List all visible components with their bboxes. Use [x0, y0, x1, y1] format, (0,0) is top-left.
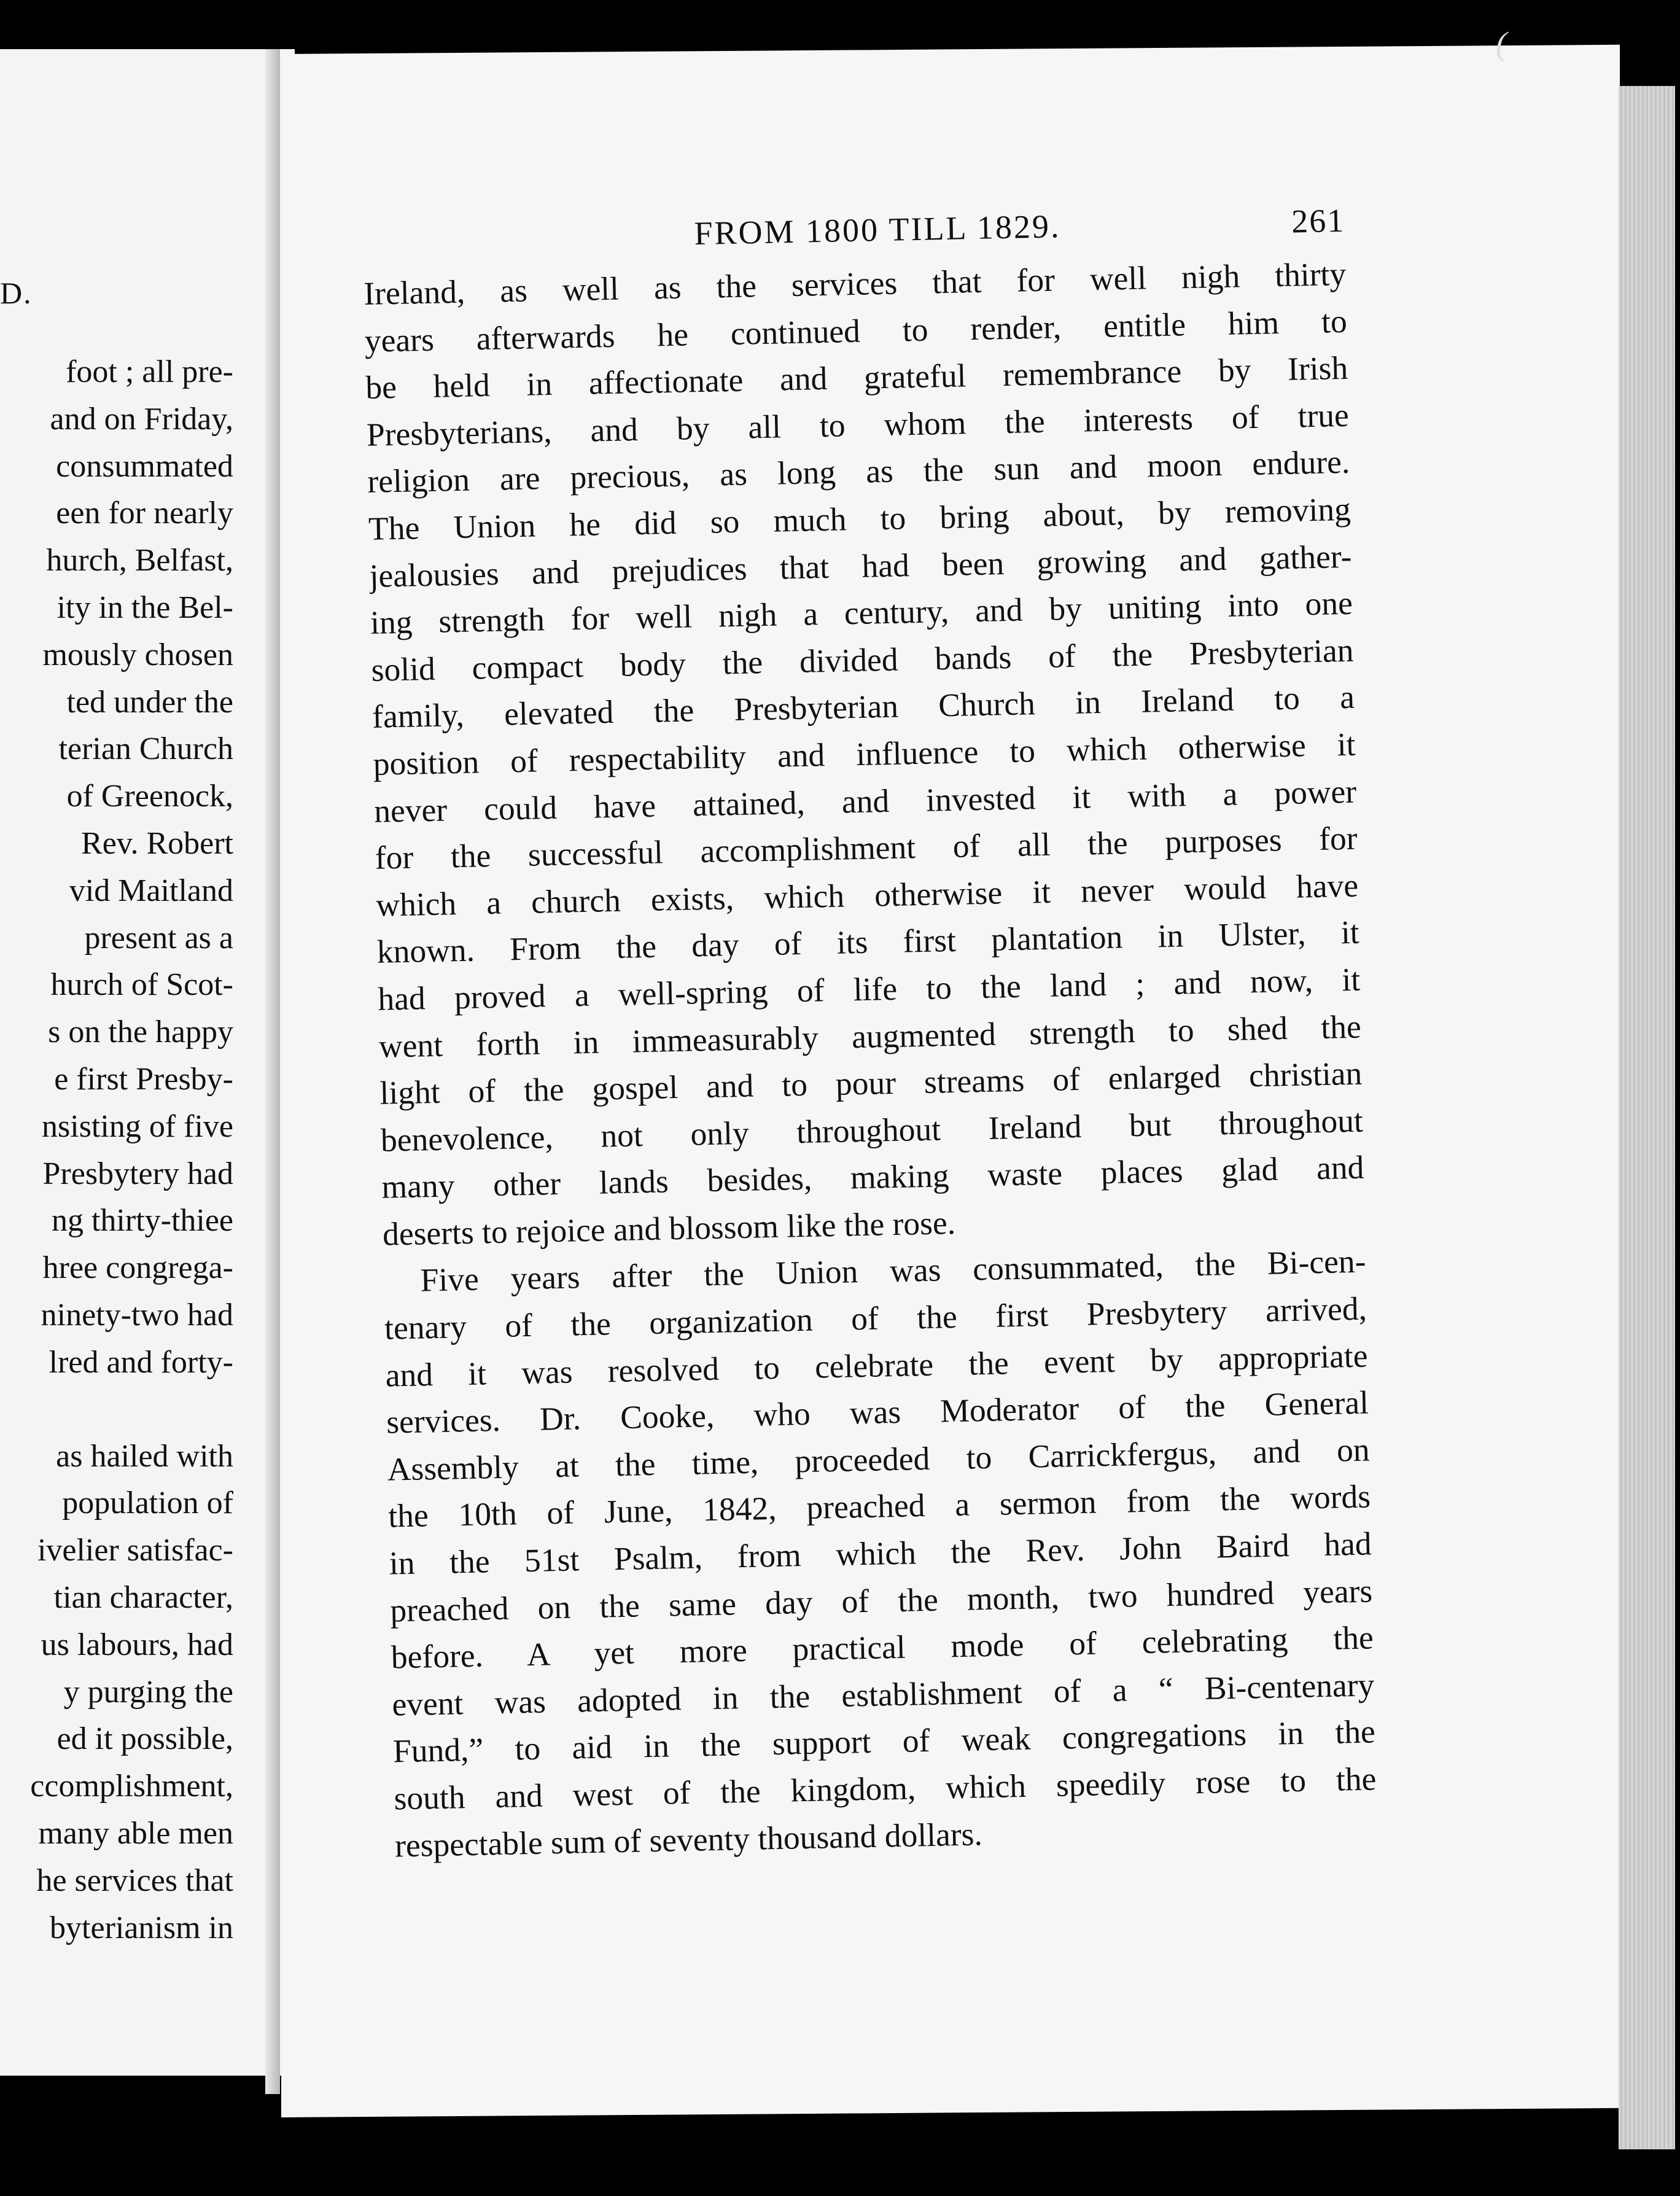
text-line: the 10th of June, 1842, preached a sermon from the words: [387, 1478, 1371, 1535]
left-text-line: hurch of Scot-: [50, 967, 233, 1003]
left-text-line: he services that: [36, 1863, 233, 1898]
left-text-line: tian character,: [53, 1579, 233, 1615]
left-running-head-fragment: D.: [0, 276, 33, 310]
left-text-line: terian Church: [58, 731, 233, 767]
paragraph-1: [364, 251, 1366, 1258]
text-line: before. A yet more practical mode of celebrating the: [391, 1619, 1374, 1676]
text-line: Ireland, as well as the services that for well nigh thirty: [363, 255, 1347, 312]
text-line: and it was resolved to celebrate the event by appropriate: [385, 1337, 1369, 1394]
text-line: event was adopted in the establishment of a “ Bi-centenary: [391, 1666, 1375, 1723]
text-line: benevolence, not only throughout Ireland but throughout: [380, 1102, 1364, 1159]
text-line: went forth in immeasurably augmented strength to shed the: [378, 1008, 1362, 1065]
text-line: respectable sum of seventy thousand dollars.: [394, 1815, 983, 1864]
left-text-line: byterianism in: [50, 1910, 233, 1945]
running-head-title: FROM 1800 TILL 1829.: [693, 208, 1062, 252]
left-text-line: mously chosen: [42, 637, 233, 672]
left-text-line: foot ; all pre-: [66, 354, 233, 389]
text-line: in the 51st Psalm, from which the Rev. John Baird had: [389, 1525, 1372, 1582]
left-text-line: and on Friday,: [50, 401, 233, 437]
text-line: ing strength for well nigh a century, and by uniting into one: [370, 584, 1353, 642]
left-text-line: present as a: [84, 920, 233, 956]
paragraph-gap: [30, 1387, 233, 1433]
corner-mark: (: [1496, 25, 1507, 62]
page-edges: [1619, 86, 1675, 2149]
text-line: services. Dr. Cooke, who was Moderator of the General: [386, 1384, 1369, 1441]
left-text-line: ng thirty-thiee: [51, 1203, 233, 1239]
left-text-line: consummated: [56, 448, 233, 484]
left-text-line: ccomplishment,: [30, 1769, 233, 1804]
left-page: [0, 49, 295, 2076]
text-line: deserts to rejoice and blossom like the rose.: [382, 1204, 956, 1253]
left-text-line: lred and forty-: [49, 1344, 233, 1380]
text-line: solid compact body the divided bands of the Presbyterian: [371, 631, 1354, 688]
left-text-line: ed it possible,: [56, 1721, 233, 1757]
page-number: 261: [1291, 201, 1345, 240]
left-text-line: us labours, had: [41, 1627, 233, 1662]
text-line: Fund,” to aid in the support of weak congregations in the: [392, 1713, 1376, 1770]
left-text-line: y purging the: [63, 1674, 233, 1710]
left-text-line: vid Maitland: [69, 873, 233, 908]
left-text-line: ted under the: [66, 684, 233, 720]
left-text-line: nsisting of five: [42, 1108, 233, 1144]
text-line: Assembly at the time, proceeded to Carrickfergus, and on: [387, 1431, 1371, 1488]
text-line: light of the gospel and to pour streams of enlarged christian: [379, 1054, 1363, 1112]
left-text-line: e first Presby-: [54, 1061, 233, 1097]
text-line: jealousies and prejudices that had been growing and gather-: [368, 537, 1352, 594]
left-text-line: ity in the Bel-: [56, 590, 233, 625]
book-gutter: [265, 49, 280, 2094]
text-line: Five years after the Union was consummated, the Bi-cen-: [420, 1243, 1366, 1299]
text-line: Presbyterians, and by all to whom the interests of true: [366, 396, 1350, 453]
left-text-line: een for nearly: [56, 496, 233, 531]
right-page-content: [362, 201, 1378, 1869]
text-line: be held in affectionate and grateful remembrance by Irish: [365, 349, 1348, 407]
paragraph-2: [383, 1238, 1378, 1869]
left-text-line: ninety-two had: [41, 1297, 233, 1333]
text-line: years afterwards he continued to render, entitle him to: [364, 302, 1348, 359]
text-line: religion are precious, as long as the sun and moon endure.: [367, 443, 1350, 500]
left-text-line: population of: [62, 1485, 233, 1521]
left-text-line: Presbytery had: [42, 1156, 233, 1191]
left-text-line: hurch, Belfast,: [46, 543, 233, 578]
text-line: never could have attained, and invested it with a power: [373, 773, 1357, 830]
left-text-line: s on the happy: [48, 1014, 233, 1050]
left-text-line: hree congrega-: [42, 1250, 233, 1286]
left-text-line: Rev. Robert: [81, 825, 233, 861]
left-text-line: ivelier satisfac-: [37, 1533, 233, 1568]
text-line: position of respectability and influence to which otherwise it: [373, 725, 1356, 782]
text-line: preached on the same day of the month, two hundred years: [389, 1572, 1373, 1629]
text-line: The Union he did so much to bring about, by removing: [368, 490, 1351, 547]
left-text-line: of Greenock,: [66, 779, 233, 814]
text-line: for the successful accomplishment of all the purposes for: [375, 819, 1358, 876]
text-line: known. From the day of its first plantation in Ulster, it: [376, 913, 1360, 971]
text-line: had proved a well-spring of life to the land ; and now, it: [377, 960, 1361, 1018]
text-line: many other lands besides, making waste places glad and: [381, 1148, 1364, 1205]
text-line: tenary of the organization of the first Presbytery arrived,: [384, 1290, 1367, 1347]
left-text-line: many able men: [38, 1815, 233, 1851]
left-text-line: as hailed with: [56, 1438, 233, 1474]
text-line: which a church exists, which otherwise it never would have: [375, 866, 1359, 924]
text-line: family, elevated the Presbyterian Church in Ireland to a: [371, 679, 1355, 736]
text-line: south and west of the kingdom, which speedily rose to the: [393, 1760, 1377, 1817]
left-page-text: [30, 349, 233, 1952]
